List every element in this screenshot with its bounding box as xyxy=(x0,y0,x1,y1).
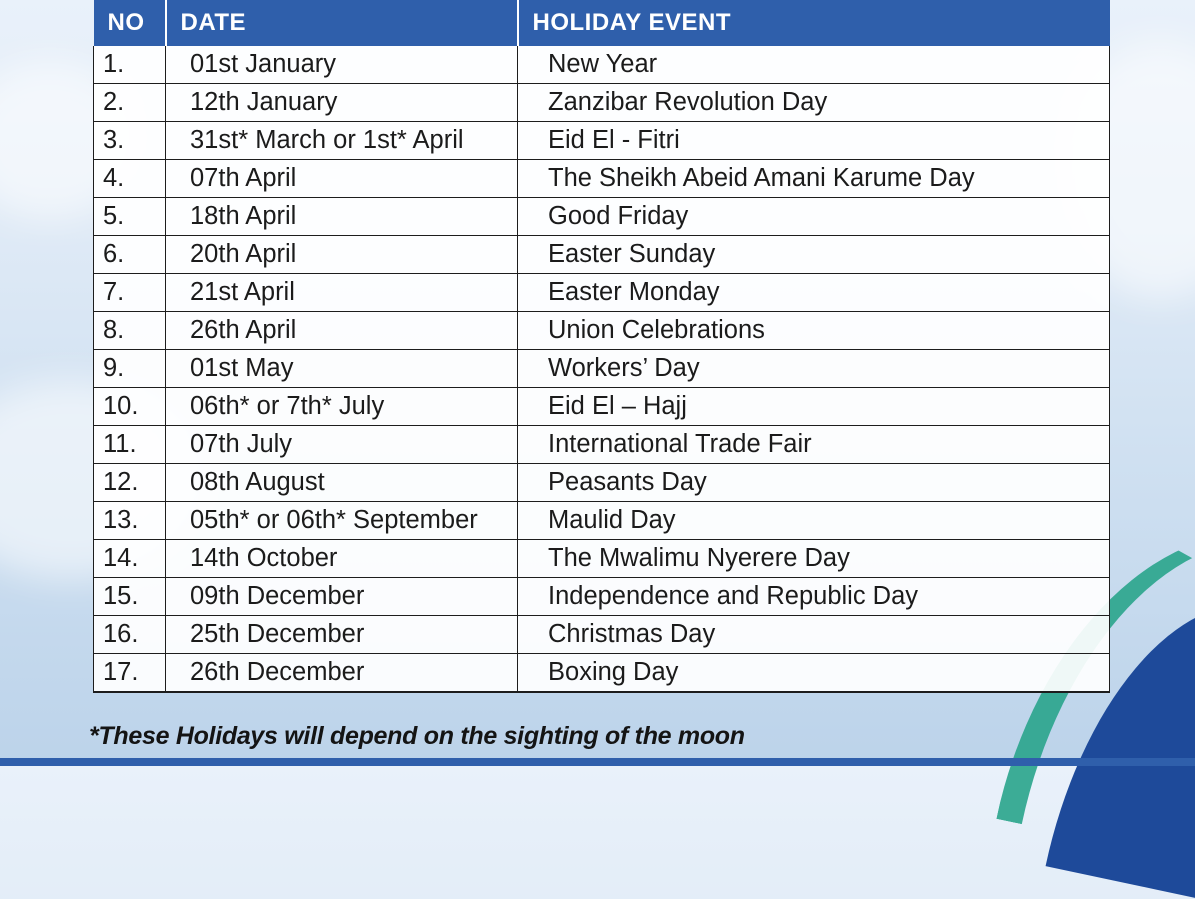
row-number: 13. xyxy=(94,502,166,540)
holiday-event: New Year xyxy=(518,46,1110,84)
holiday-date: 07th April xyxy=(166,160,518,198)
holiday-date: 21st April xyxy=(166,274,518,312)
table-row xyxy=(94,350,1110,388)
table-row xyxy=(94,46,1110,84)
table-row xyxy=(94,388,1110,426)
holiday-event: Independence and Republic Day xyxy=(518,578,1110,616)
row-number: 12. xyxy=(94,464,166,502)
holiday-date: 26th April xyxy=(166,312,518,350)
holiday-date: 08th August xyxy=(166,464,518,502)
table-header xyxy=(94,0,1110,46)
row-number: 11. xyxy=(94,426,166,464)
table-row xyxy=(94,616,1110,654)
moon-sighting-footnote: *These Holidays will depend on the sighting of the moon xyxy=(89,722,745,750)
table-row xyxy=(94,464,1110,502)
holiday-event: Maulid Day xyxy=(518,502,1110,540)
holiday-date: 09th December xyxy=(166,578,518,616)
row-number: 5. xyxy=(94,198,166,236)
table-row xyxy=(94,274,1110,312)
table-row xyxy=(94,122,1110,160)
holiday-date: 26th December xyxy=(166,654,518,693)
holiday-date: 14th October xyxy=(166,540,518,578)
holiday-date: 01st January xyxy=(166,46,518,84)
row-number: 7. xyxy=(94,274,166,312)
holiday-date: 05th* or 06th* September xyxy=(166,502,518,540)
holiday-event: Peasants Day xyxy=(518,464,1110,502)
row-number: 14. xyxy=(94,540,166,578)
table-row xyxy=(94,426,1110,464)
holiday-date: 12th January xyxy=(166,84,518,122)
holiday-event: Workers’ Day xyxy=(518,350,1110,388)
table-body xyxy=(94,46,1110,692)
row-number: 16. xyxy=(94,616,166,654)
table-row xyxy=(94,654,1110,693)
row-number: 2. xyxy=(94,84,166,122)
holiday-event: Eid El – Hajj xyxy=(518,388,1110,426)
row-number: 10. xyxy=(94,388,166,426)
holiday-date: 25th December xyxy=(166,616,518,654)
table-row xyxy=(94,198,1110,236)
row-number: 4. xyxy=(94,160,166,198)
holiday-date: 06th* or 7th* July xyxy=(166,388,518,426)
table-row xyxy=(94,84,1110,122)
holiday-date: 20th April xyxy=(166,236,518,274)
table-row xyxy=(94,160,1110,198)
row-number: 9. xyxy=(94,350,166,388)
row-number: 3. xyxy=(94,122,166,160)
row-number: 8. xyxy=(94,312,166,350)
holiday-date: 18th April xyxy=(166,198,518,236)
holiday-event: Good Friday xyxy=(518,198,1110,236)
holiday-event: The Sheikh Abeid Amani Karume Day xyxy=(518,160,1110,198)
table-row xyxy=(94,502,1110,540)
holiday-date: 07th July xyxy=(166,426,518,464)
table-row xyxy=(94,578,1110,616)
holiday-date: 31st* March or 1st* April xyxy=(166,122,518,160)
table-row xyxy=(94,312,1110,350)
holiday-event: Christmas Day xyxy=(518,616,1110,654)
header-date: DATE xyxy=(166,0,518,46)
holiday-event: Easter Monday xyxy=(518,274,1110,312)
holiday-event: Union Celebrations xyxy=(518,312,1110,350)
holiday-event: Easter Sunday xyxy=(518,236,1110,274)
row-number: 6. xyxy=(94,236,166,274)
holiday-event: The Mwalimu Nyerere Day xyxy=(518,540,1110,578)
header-no: NO xyxy=(94,0,166,46)
bottom-band xyxy=(0,758,1195,766)
holiday-event: Boxing Day xyxy=(518,654,1110,693)
table-row xyxy=(94,236,1110,274)
row-number: 1. xyxy=(94,46,166,84)
holiday-event: Eid El - Fitri xyxy=(518,122,1110,160)
holiday-table xyxy=(93,0,1110,693)
row-number: 17. xyxy=(94,654,166,693)
row-number: 15. xyxy=(94,578,166,616)
holiday-event: International Trade Fair xyxy=(518,426,1110,464)
table-row xyxy=(94,540,1110,578)
holiday-date: 01st May xyxy=(166,350,518,388)
header-event: HOLIDAY EVENT xyxy=(518,0,1110,46)
header-row xyxy=(94,0,1110,46)
holiday-event: Zanzibar Revolution Day xyxy=(518,84,1110,122)
